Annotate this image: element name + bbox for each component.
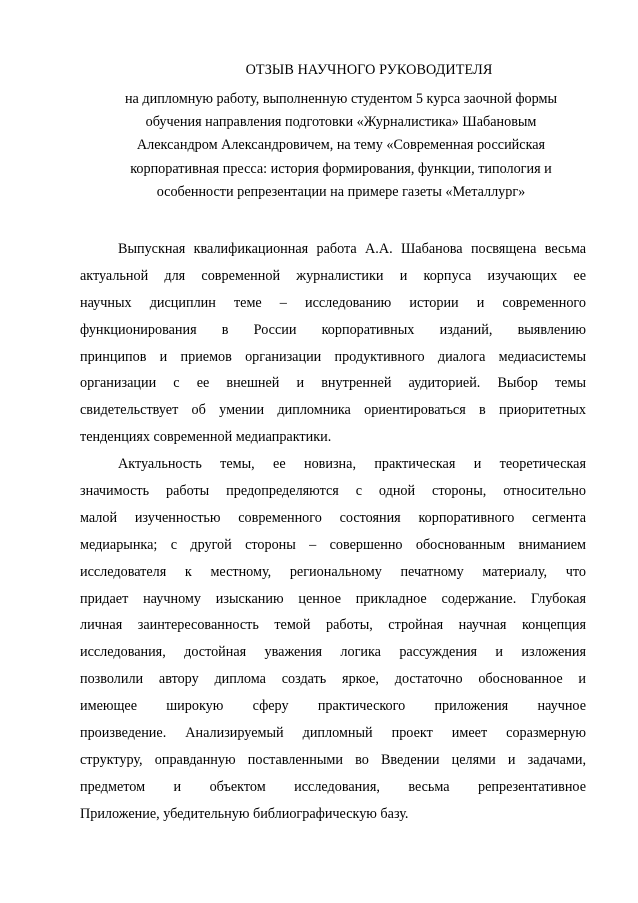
text-line: личная заинтересованность темой работы, стройная научная концепция bbox=[80, 617, 586, 634]
text-line: Приложение, убедительную библиографическую базу. bbox=[80, 805, 409, 822]
subtitle-line: корпоративная пресса: история формирования, функции, типология и bbox=[130, 160, 552, 177]
text-line: придает научному изысканию ценное прикладное содержание. Глубокая bbox=[80, 590, 586, 607]
subtitle-line: особенности репрезентации на примере газеты «Металлург» bbox=[156, 183, 526, 200]
text-line: малой изученностью современного состояния корпоративного сегмента bbox=[80, 509, 586, 526]
text-line: научных дисциплин теме – исследованию истории и современного bbox=[80, 294, 586, 311]
text-line: медиарынка; с другой стороны – совершенно обоснованным вниманием bbox=[80, 536, 586, 553]
subtitle-line: на дипломную работу, выполненную студентом 5 курса заочной формы bbox=[124, 91, 558, 107]
document-body bbox=[80, 236, 586, 828]
heading-text: ОТЗЫВ НАУЧНОГО РУКОВОДИТЕЛЯ bbox=[245, 62, 493, 78]
paragraph-2 bbox=[80, 451, 586, 827]
text-line: предметом и объектом исследования, весьма репрезентативное bbox=[80, 778, 586, 795]
document-subtitle bbox=[96, 88, 586, 204]
text-line: структуру, оправданную поставленными во Введении целями и задачами, bbox=[80, 751, 586, 768]
text-line: позволили автору диплома создать яркое, достаточно обоснованное и bbox=[80, 671, 586, 688]
text-line: имеющее широкую сферу практического приложения научное bbox=[80, 698, 586, 715]
text-line: исследования, достойная уважения логика рассуждения и изложения bbox=[80, 644, 586, 661]
subtitle-line: обучения направления подготовки «Журналистика» Шабановым bbox=[145, 114, 537, 131]
text-line: Актуальность темы, ее новизна, практическая и теоретическая bbox=[118, 456, 586, 473]
text-line: значимость работы предопределяются с одной стороны, относительно bbox=[80, 483, 586, 500]
text-line: тенденциях современной медиапрактики. bbox=[80, 429, 332, 446]
text-line: принципов и приемов организации продуктивного диалога медиасистемы bbox=[80, 348, 586, 365]
text-line: Выпускная квалификационная работа А.А. Шабанова посвящена весьма bbox=[118, 241, 586, 257]
text-line: функционирования в России корпоративных изданий, выявлению bbox=[80, 321, 586, 338]
text-line: актуальной для современной журналистики и корпуса изучающих ее bbox=[80, 267, 586, 284]
document-heading bbox=[0, 61, 638, 79]
text-line: исследователя к местному, региональному печатному материалу, что bbox=[80, 563, 586, 580]
text-line: произведение. Анализируемый дипломный проект имеет соразмерную bbox=[80, 725, 586, 742]
paragraph-1 bbox=[80, 236, 586, 451]
text-line: организации с ее внешней и внутренней аудиторией. Выбор темы bbox=[80, 375, 586, 392]
text-line: свидетельствует об умении дипломника ориентироваться в приоритетных bbox=[80, 402, 586, 419]
subtitle-line: Александром Александровичем, на тему «Современная российская bbox=[136, 137, 546, 154]
